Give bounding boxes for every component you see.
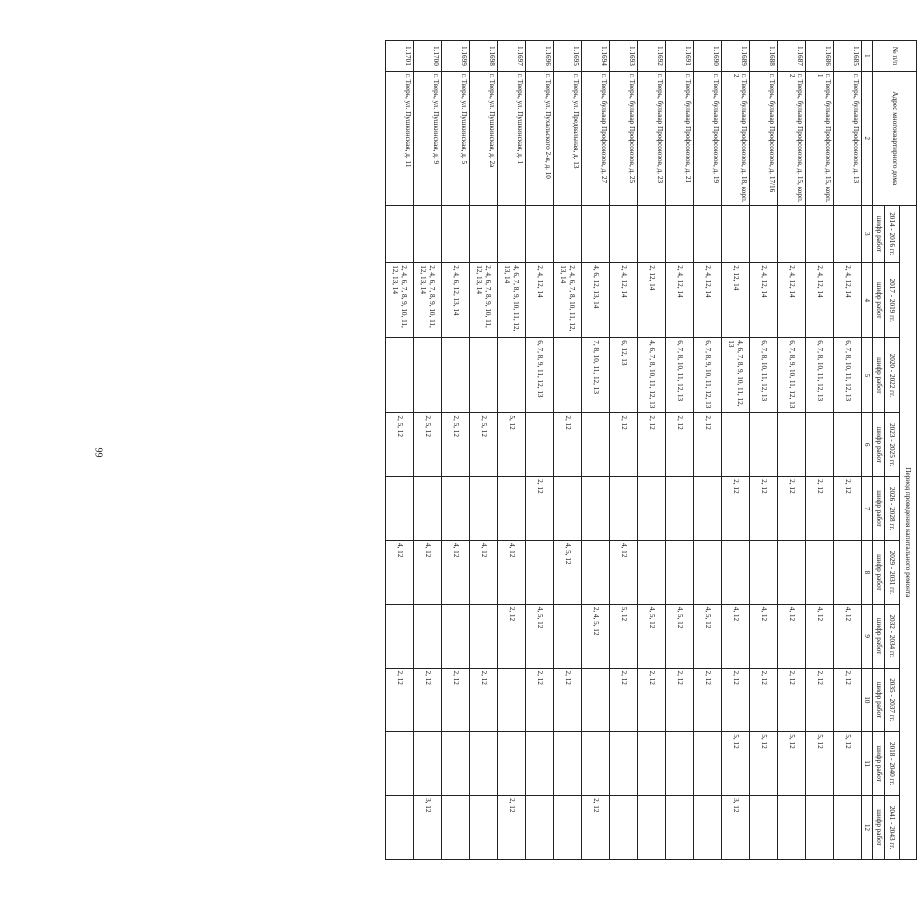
work-code-cell: 2, 12 xyxy=(525,477,553,541)
work-code-cell: 4, 12 xyxy=(413,540,441,604)
work-code-cell xyxy=(441,796,469,860)
work-code-cell: 4, 12 xyxy=(805,604,833,668)
work-code-cell xyxy=(469,338,497,413)
work-code-cell xyxy=(525,205,553,263)
work-code-cell xyxy=(665,477,693,541)
table-row xyxy=(609,41,637,860)
work-code-cell: 4, 12 xyxy=(385,540,413,604)
row-number: 1.1690 xyxy=(693,41,721,72)
work-code-cell xyxy=(497,668,525,732)
work-code-cell xyxy=(609,477,637,541)
work-code-cell: 2, 12 xyxy=(553,668,581,732)
address-cell: г. Тверь, ул. Пушкинская, д. 1 xyxy=(497,71,525,205)
work-code-label: шифр работ xyxy=(873,413,885,477)
work-code-cell xyxy=(637,540,665,604)
table-row xyxy=(553,41,581,860)
work-code-cell xyxy=(441,477,469,541)
work-code-cell: 6, 7, 8, 10, 11, 12, 13 xyxy=(749,338,777,413)
work-code-cell: 4, 6, 7, 8, 9, 10, 11, 12, 13 xyxy=(721,338,749,413)
period-label: 2029 - 2031 гг. xyxy=(885,540,900,604)
work-code-cell: 5, 12 xyxy=(833,732,861,796)
work-code-cell: 4, 12 xyxy=(609,540,637,604)
row-number: 1.1689 xyxy=(721,41,749,72)
work-code-cell xyxy=(693,796,721,860)
work-code-cell: 5, 12 xyxy=(609,604,637,668)
work-code-cell xyxy=(609,796,637,860)
work-code-cell: 6, 7, 8, 9, 10, 11, 12, 13 xyxy=(693,338,721,413)
table-row xyxy=(581,41,609,860)
work-code-cell xyxy=(637,732,665,796)
work-code-cell xyxy=(693,732,721,796)
column-index: 6 xyxy=(861,413,872,477)
work-code-cell xyxy=(553,205,581,263)
work-code-cell: 2, 12 xyxy=(497,796,525,860)
work-code-cell xyxy=(385,604,413,668)
work-code-cell xyxy=(721,205,749,263)
work-code-cell: 2, 4, 12, 14 xyxy=(805,263,833,338)
work-code-cell: 5, 12 xyxy=(749,732,777,796)
period-label: 2026 - 2028 гг. xyxy=(885,477,900,541)
address-cell: г. Тверь, бульвар Профсоюзов, д. 25 xyxy=(609,71,637,205)
address-cell: г. Тверь, бульвар Профсоюзов, д. 23 xyxy=(637,71,665,205)
address-cell: г. Тверь, бульвар Профсоюзов, д. 15, корп. 2 xyxy=(777,71,805,205)
work-code-cell: 4, 5, 12 xyxy=(665,604,693,668)
row-number: 1.1696 xyxy=(525,41,553,72)
work-code-cell xyxy=(833,413,861,477)
table-row xyxy=(637,41,665,860)
work-code-cell xyxy=(581,413,609,477)
row-number: 1.1694 xyxy=(581,41,609,72)
column-index: 3 xyxy=(861,205,872,263)
work-code-cell xyxy=(637,796,665,860)
table-body xyxy=(385,41,861,860)
work-code-cell: 4, 5, 12 xyxy=(553,540,581,604)
work-code-cell: 6, 7, 8, 10, 11, 12, 13 xyxy=(833,338,861,413)
row-number: 1.1688 xyxy=(749,41,777,72)
work-code-label: шифр работ xyxy=(873,732,885,796)
address-cell: г. Тверь, бульвар Профсоюзов, д. 13 xyxy=(833,71,861,205)
address-cell: г. Тверь, бульвар Профсоюзов, д. 27 xyxy=(581,71,609,205)
work-code-cell: 2, 4, 6, 7, 8, 9, 10, 11, 12, 13, 14 xyxy=(469,263,497,338)
work-code-cell: 2, 12 xyxy=(777,668,805,732)
work-code-cell: 2, 12 xyxy=(721,668,749,732)
work-code-cell: 2, 12, 14 xyxy=(637,263,665,338)
work-code-cell: 2, 4, 6, 7, 8, 10, 11, 12, 13, 14 xyxy=(553,263,581,338)
work-code-cell xyxy=(721,413,749,477)
work-code-cell xyxy=(637,205,665,263)
work-code-cell: 2, 12 xyxy=(413,668,441,732)
work-code-cell xyxy=(609,205,637,263)
row-number: 1.1686 xyxy=(805,41,833,72)
work-code-cell: 4, 12 xyxy=(721,604,749,668)
work-code-cell: 2, 4, 12, 14 xyxy=(777,263,805,338)
work-code-cell xyxy=(553,732,581,796)
num-header: № п/п xyxy=(873,41,917,72)
period-label: 2017 - 2019 гг. xyxy=(885,263,900,338)
work-code-cell xyxy=(553,338,581,413)
work-code-cell: 2, 4, 12, 14 xyxy=(665,263,693,338)
work-code-cell: 4, 6, 7, 8, 9, 10, 11, 12, 13, 14 xyxy=(497,263,525,338)
work-code-cell: 2, 12 xyxy=(553,413,581,477)
row-number: 1.1691 xyxy=(665,41,693,72)
work-code-cell: 6, 7, 8, 9, 10, 11, 12, 13 xyxy=(777,338,805,413)
work-code-cell xyxy=(777,205,805,263)
work-code-cell xyxy=(497,732,525,796)
work-code-cell xyxy=(469,205,497,263)
work-code-cell: 2, 5, 12 xyxy=(413,413,441,477)
work-code-cell xyxy=(413,477,441,541)
work-code-cell xyxy=(385,338,413,413)
work-code-cell: 4, 12 xyxy=(749,604,777,668)
work-code-cell xyxy=(581,205,609,263)
row-number: 1.1687 xyxy=(777,41,805,72)
work-code-cell: 4, 12 xyxy=(777,604,805,668)
period-label: 2023 - 2025 гг. xyxy=(885,413,900,477)
table-row xyxy=(385,41,413,860)
work-code-cell: 2, 12 xyxy=(385,668,413,732)
work-code-cell: 2, 12 xyxy=(497,604,525,668)
work-code-cell xyxy=(665,796,693,860)
work-code-cell: 4, 5, 12 xyxy=(525,604,553,668)
work-code-cell xyxy=(749,796,777,860)
address-cell: г. Тверь, ул. Пушкинская, д. 11 xyxy=(385,71,413,205)
work-code-cell: 2, 12 xyxy=(749,668,777,732)
work-code-cell: 4, 6, 7, 8, 10, 11, 12, 13 xyxy=(637,338,665,413)
work-code-cell xyxy=(693,205,721,263)
work-code-cell: 2, 4, 12, 14 xyxy=(693,263,721,338)
work-code-cell xyxy=(497,205,525,263)
work-code-cell xyxy=(497,338,525,413)
work-code-cell xyxy=(385,477,413,541)
work-code-cell xyxy=(609,732,637,796)
row-number: 1.1685 xyxy=(833,41,861,72)
table-row xyxy=(777,41,805,860)
work-code-cell: 2, 5, 12 xyxy=(469,413,497,477)
column-index-row xyxy=(861,41,872,860)
page-number: 99 xyxy=(92,447,104,458)
work-code-cell: 2, 12 xyxy=(637,413,665,477)
work-code-cell xyxy=(553,604,581,668)
work-code-cell: 2, 12 xyxy=(805,668,833,732)
row-number: 1.1701 xyxy=(385,41,413,72)
column-index: 12 xyxy=(861,796,872,860)
work-code-cell xyxy=(525,732,553,796)
work-code-cell xyxy=(777,796,805,860)
capital-repair-table xyxy=(385,40,917,860)
column-index: 4 xyxy=(861,263,872,338)
period-label: 2014 - 2016 гг. xyxy=(885,205,900,263)
address-cell: г. Тверь, бульвар Профсоюзов, д. 17/16 xyxy=(749,71,777,205)
work-code-cell xyxy=(665,205,693,263)
period-label: 2020 - 2022 гг. xyxy=(885,338,900,413)
work-code-cell: 2, 12 xyxy=(441,668,469,732)
address-cell: г. Тверь, ул. Предвальная, д. 13 xyxy=(553,71,581,205)
work-code-label: шифр работ xyxy=(873,540,885,604)
work-code-cell xyxy=(833,796,861,860)
work-code-cell xyxy=(413,205,441,263)
work-code-cell: 2, 4, 12, 14 xyxy=(609,263,637,338)
work-code-cell: 4, 5, 12 xyxy=(637,604,665,668)
table-row xyxy=(469,41,497,860)
work-code-cell xyxy=(665,540,693,604)
table-row xyxy=(497,41,525,860)
column-index: 1 xyxy=(861,41,872,72)
work-code-label: шифр работ xyxy=(873,263,885,338)
work-code-cell xyxy=(469,477,497,541)
work-code-cell xyxy=(441,205,469,263)
table-row xyxy=(721,41,749,860)
work-code-cell: 5, 12 xyxy=(721,732,749,796)
work-code-cell: 2, 12 xyxy=(805,477,833,541)
work-code-cell xyxy=(581,477,609,541)
address-cell: г. Тверь, ул. Пушкинская, д. 5 xyxy=(441,71,469,205)
table-row xyxy=(665,41,693,860)
work-code-cell: 6, 7, 8, 10, 11, 12, 13 xyxy=(665,338,693,413)
work-code-cell xyxy=(805,796,833,860)
work-code-label: шифр работ xyxy=(873,668,885,732)
work-code-cell xyxy=(805,540,833,604)
row-number: 1.1699 xyxy=(441,41,469,72)
capital-repair-table-wrapper xyxy=(391,40,917,860)
work-code-cell xyxy=(441,732,469,796)
work-code-cell xyxy=(497,477,525,541)
row-number: 1.1697 xyxy=(497,41,525,72)
work-code-cell xyxy=(749,413,777,477)
period-label: 2035 - 2037 гг. xyxy=(885,668,900,732)
column-index: 11 xyxy=(861,732,872,796)
work-code-cell: 4, 12 xyxy=(833,604,861,668)
work-code-cell: 2, 12 xyxy=(665,413,693,477)
work-code-cell: 2, 4, 6, 7, 8, 9, 10, 11, 12, 13, 14 xyxy=(385,263,413,338)
row-number: 1.1698 xyxy=(469,41,497,72)
work-code-cell xyxy=(413,338,441,413)
table-row xyxy=(525,41,553,860)
work-code-cell: 5, 12 xyxy=(497,413,525,477)
column-index: 8 xyxy=(861,540,872,604)
row-number: 1.1700 xyxy=(413,41,441,72)
work-code-cell xyxy=(385,205,413,263)
work-code-cell: 2, 4, 6, 7, 8, 9, 10, 11, 12, 13, 14 xyxy=(413,263,441,338)
work-code-cell: 2, 4, 12, 14 xyxy=(833,263,861,338)
work-code-label: шифр работ xyxy=(873,477,885,541)
work-code-cell: 5, 12 xyxy=(805,732,833,796)
work-code-cell: 2, 12 xyxy=(721,477,749,541)
work-code-cell: 5, 12 xyxy=(777,732,805,796)
work-code-cell: 6, 12, 13 xyxy=(609,338,637,413)
work-code-cell xyxy=(385,732,413,796)
work-code-cell: 6, 7, 8, 10, 11, 12, 13 xyxy=(805,338,833,413)
work-code-cell: 4, 5, 12 xyxy=(693,604,721,668)
work-code-cell xyxy=(469,796,497,860)
address-cell: г. Тверь, бульвар Профсоюзов, д. 18, корп. 2 xyxy=(721,71,749,205)
work-code-cell xyxy=(525,413,553,477)
address-cell: г. Тверь, ул. Пушкинская, д. 9 xyxy=(413,71,441,205)
column-index: 2 xyxy=(861,71,872,205)
address-cell: г. Тверь, ул. Пухальского 2-я, д. 10 xyxy=(525,71,553,205)
work-code-cell xyxy=(805,413,833,477)
address-cell: г. Тверь, бульвар Профсоюзов, д. 15, корп. 1 xyxy=(805,71,833,205)
work-code-cell: 2, 12 xyxy=(525,668,553,732)
row-number: 1.1693 xyxy=(609,41,637,72)
work-code-cell: 2, 12 xyxy=(833,668,861,732)
work-code-cell: 3, 12 xyxy=(721,796,749,860)
work-code-cell xyxy=(637,477,665,541)
column-index: 10 xyxy=(861,668,872,732)
work-code-label: шифр работ xyxy=(873,338,885,413)
work-code-cell: 2, 12 xyxy=(749,477,777,541)
table-row xyxy=(805,41,833,860)
work-code-cell: 4, 12 xyxy=(441,540,469,604)
work-code-cell: 4, 6, 12, 13, 14 xyxy=(581,263,609,338)
column-index: 7 xyxy=(861,477,872,541)
work-code-cell xyxy=(581,668,609,732)
work-code-cell: 2, 5, 12 xyxy=(385,413,413,477)
work-code-cell: 2, 12 xyxy=(581,796,609,860)
period-label: 2032 - 2034 гг. xyxy=(885,604,900,668)
table-row xyxy=(441,41,469,860)
work-code-cell: 6, 7, 8, 9, 11, 12, 13 xyxy=(525,338,553,413)
period-label: 2041 - 2043 гг. xyxy=(885,796,900,860)
row-number: 1.1692 xyxy=(637,41,665,72)
table-row xyxy=(833,41,861,860)
work-code-cell xyxy=(805,205,833,263)
table-row xyxy=(749,41,777,860)
address-cell: г. Тверь, бульвар Профсоюзов, д. 19 xyxy=(693,71,721,205)
work-code-cell xyxy=(553,477,581,541)
table-row xyxy=(413,41,441,860)
work-code-cell xyxy=(721,540,749,604)
work-code-cell: 2, 12 xyxy=(693,668,721,732)
work-code-cell: 2, 4, 12, 14 xyxy=(749,263,777,338)
work-code-cell: 4, 12 xyxy=(469,540,497,604)
work-code-cell: 2, 12, 14 xyxy=(721,263,749,338)
work-code-cell: 2, 12 xyxy=(609,668,637,732)
work-code-cell xyxy=(833,540,861,604)
work-code-cell: 2, 12 xyxy=(637,668,665,732)
work-code-cell: 2, 12 xyxy=(777,477,805,541)
work-code-cell xyxy=(525,796,553,860)
work-code-label: шифр работ xyxy=(873,796,885,860)
work-code-cell xyxy=(777,540,805,604)
work-code-cell: 3, 12 xyxy=(413,796,441,860)
work-code-cell xyxy=(693,477,721,541)
work-code-cell: 2, 12 xyxy=(609,413,637,477)
work-code-cell xyxy=(469,604,497,668)
work-code-cell: 2, 4, 12, 14 xyxy=(525,263,553,338)
work-code-cell: 7, 8, 10, 11, 12, 13 xyxy=(581,338,609,413)
period-label: 2018 - 2040 гг. xyxy=(885,732,900,796)
work-code-cell xyxy=(665,732,693,796)
work-code-cell xyxy=(413,732,441,796)
work-code-cell xyxy=(749,205,777,263)
work-code-cell xyxy=(693,540,721,604)
work-code-cell xyxy=(553,796,581,860)
work-code-label: шифр работ xyxy=(873,205,885,263)
address-cell: г. Тверь, ул. Пушкинская, д. 2а xyxy=(469,71,497,205)
period-header: Период проведения капитального ремонта xyxy=(900,205,917,859)
address-header: Адрес многоквартирного дома xyxy=(873,71,917,205)
work-code-cell xyxy=(833,205,861,263)
work-code-cell xyxy=(581,540,609,604)
work-code-cell xyxy=(469,732,497,796)
work-code-cell xyxy=(413,604,441,668)
work-code-label: шифр работ xyxy=(873,604,885,668)
work-code-cell xyxy=(525,540,553,604)
work-code-cell: 2, 12 xyxy=(693,413,721,477)
address-cell: г. Тверь, бульвар Профсоюзов, д. 21 xyxy=(665,71,693,205)
work-code-cell: 2, 12 xyxy=(469,668,497,732)
work-code-cell xyxy=(581,732,609,796)
work-code-cell xyxy=(441,604,469,668)
table-row xyxy=(693,41,721,860)
row-number: 1.1695 xyxy=(553,41,581,72)
work-code-cell: 2, 5, 12 xyxy=(441,413,469,477)
column-index: 9 xyxy=(861,604,872,668)
column-index: 5 xyxy=(861,338,872,413)
work-code-cell: 4, 12 xyxy=(497,540,525,604)
work-code-cell xyxy=(385,796,413,860)
work-code-cell xyxy=(749,540,777,604)
work-code-cell xyxy=(441,338,469,413)
work-code-cell xyxy=(777,413,805,477)
work-code-cell: 2, 12 xyxy=(665,668,693,732)
work-code-cell: 2, 12 xyxy=(833,477,861,541)
work-code-cell: 2, 4, 6, 12, 13, 14 xyxy=(441,263,469,338)
work-code-cell: 2, 4, 5, 12 xyxy=(581,604,609,668)
